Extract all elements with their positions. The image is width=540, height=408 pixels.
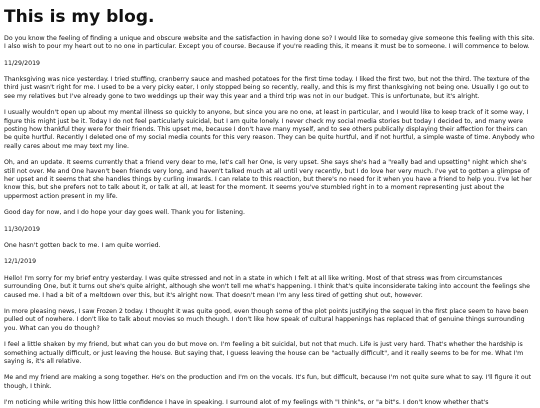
entry-paragraph: Oh, and an update. It seems currently that a friend very dear to me, let's call her One, is very upset. She says she's had a "really bad and upsetting" night which she's still not over. Me and One haven't been friends very long, and haven't talked much at all until very recently, but I do love her very much. I've yet to gotten a glimpse of her upset and it seems that she handles things by curling inwards. I can relate to this reaction, but there's no need for it when you have a friend to help you. I've let her know this, but she prefers not to talk about it, or talk at all, at least for the moment. It seems you've stumbled right in to a moment representing just about the uppermost action present in my life. xyxy=(4,159,532,200)
entry-paragraph: Me and my friend are making a song together. He's on the production and I'm on the vocals. It's fun, but difficult, because I'm not quite sure what to say. I'll figure it out though, I think. xyxy=(4,374,532,390)
page-title: This is my blog. xyxy=(4,7,155,27)
entry-paragraph: One hasn't gotten back to me. I am quite worried. xyxy=(4,242,161,249)
entry-paragraph: I'm noticing while writing this how little confidence I have in speaking. I surround alot of my feelings with "I think"s, or "a bit"s. I don't know whether that's xyxy=(4,399,489,407)
intro-paragraph: Do you know the feeling of finding a unique and obscure website and the satisfaction in having done so? I would like to someday give someone this feeling with this site. I also wish to pour my heart out to no one in particular. Except you of course. Because if you're reading this, it means it must be to someone. I will commence to below. xyxy=(4,34,535,51)
entry-paragraph: Thanksgiving was nice yesterday. I tried stuffing, cranberry sauce and mashed potatoes for the first time today. I liked the first two, but not the third. The texture of the third just wasn't right for me. I used to be a very picky eater, I only stopped being so recently, really, and this is my first thanksgiving not being one. Usually I go out to see my relatives but I've already gone to two weddings up their way this year and a third trip was not in our budget. This is unfortunate, but it's alright. xyxy=(4,75,530,100)
entry-paragraph: In more pleasing news, I saw Frozen 2 today. I thought it was quite good, even though some of the plot points justifying the sequel in the first place seem to have been pulled out of nowhere. I don't like to talk about movies so much though. I don't like how speak of cultural happenings has replaced that of genuine things surrounding you. What can you do though? xyxy=(4,308,529,332)
entry-paragraph: Good day for now, and I do hope your day goes well. Thank you for listening. xyxy=(4,209,245,217)
entry-paragraph: Hello! I'm sorry for my brief entry yesterday. I was quite stressed and not in a state in which I felt at all like writing. Most of that stress was from circumstances surrounding One, but it turns out she's quite alright, although she won't tell me what's happening. I think that's quite inconsiderate taking into account the feelings she caused me. I had a bit of a meltdown over this, but it's alright now. That doesn't mean I'm any less tired of getting shut out, however. xyxy=(4,274,530,299)
entry-paragraph: I usually wouldn't open up about my mental illness so quickly to anyone, but since you are no one, at least in particular, and I would like to keep track of it some way, I figure this might just be it. Today I do not feel particularly suicidal, but I am quite lonely. I never check my social media stories but today I decided to, and many were posting how thankful they were for their friends. This upset me, because I don't have many myself, and to see others publically displaying their affection for theirs can be quite hurtful. Recently I deleted one of my social media counts for this very reason. They can be quite hurtful, and if not hurtful, a simple waste of time. Anybody who really cares about me may text my line. xyxy=(4,109,535,150)
entry-date: 11/30/2019 xyxy=(4,225,41,233)
entry-paragraph: I feel a little shaken by my friend, but what can you do but move on. I'm feeling a bit suicidal, but not that much. Life is just very hard. That's whether the hardship is something actually difficult, or just leaving the house. But saying that, I guess leaving the house can be "actually difficult", and it really seems to be for me. What I'm saying is, it's all relative. xyxy=(4,341,524,366)
entry-date: 12/1/2019 xyxy=(4,258,37,266)
entry-date: 11/29/2019 xyxy=(4,59,41,67)
